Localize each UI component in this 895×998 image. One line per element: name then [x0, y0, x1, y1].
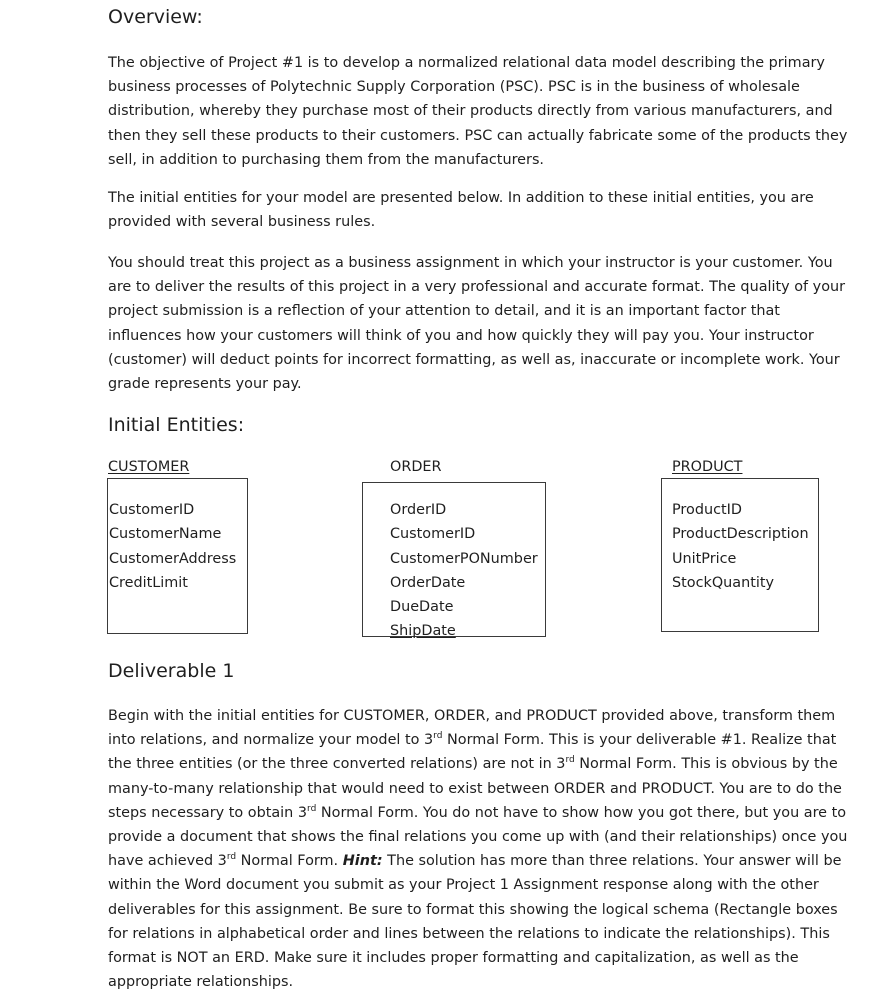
product-attribute-list — [672, 498, 809, 595]
product-attribute: ProductDescription — [672, 526, 809, 543]
order-attribute: CustomerID — [390, 526, 476, 543]
deliverable-1-heading: Deliverable 1 — [108, 660, 235, 682]
overview-paragraph-3: You should treat this project as a business assignment in which your instructor is your customer. You are to deliver the results of this project in a very professional and accurate format. The quality of your project submission is a reflection of your attention to detail, and it is an important factor that influences how your customers will think of you and how quickly they will pay you. Your instructor (customer) will deduct points for incorrect formatting, as well as, inaccurate or incomplete work. Your grade represents your pay. — [108, 255, 846, 393]
deliverable-text: The solution has more than three relations. Your answer will be within the Word document you submit as your Project 1 Assignment response along with the other deliverables for this assignment. Be sure to format this showing the logical schema (Rectangle boxes for relations in alphabetical order and lines between the relations to indicate the relationships). This format is NOT an ERD. Make sure it includes proper formatting and capitalization, as well as the appropriate relationships. — [108, 853, 842, 991]
customer-attribute-list — [109, 498, 236, 595]
customer-attribute: CustomerName — [109, 526, 222, 543]
order-attribute: OrderDate — [390, 574, 466, 591]
hint-label: Hint: — [342, 853, 383, 870]
order-attribute: CustomerPONumber — [390, 550, 538, 567]
overview-paragraph-1: The objective of Project #1 is to develop a normalized relational data model describing the primary business processes of Polytechnic Supply Corporation (PSC). PSC is in the business of wholesale distribution, whereby they purchase most of their products directly from various manufacturers, and then they sell these products to their customers. PSC can actually fabricate some of the products they sell, in addition to purchasing them from the manufacturers. — [108, 55, 848, 168]
ordinal-superscript: rd — [226, 852, 237, 863]
ordinal-superscript: rd — [307, 803, 317, 814]
order-attribute: ShipDate — [390, 623, 456, 640]
product-attribute: ProductID — [672, 502, 742, 518]
deliverable-text: Begin with the initial entities for CUSTOMER, ORDER, and PRODUCT provided above, transform them into relations, and normalize your model to 3 — [108, 708, 836, 749]
customer-attribute: CreditLimit — [109, 574, 188, 591]
order-attribute: DueDate — [390, 599, 454, 616]
overview-paragraph-2: The initial entities for your model are presented below. In addition to these initial entities, you are provided with several business rules. — [108, 190, 814, 231]
deliverable-text: Normal Form. This is your deliverable #1. Realize that the three entities (or the three converted relations) are not in 3 — [108, 732, 837, 773]
product-entity-title: PRODUCT — [672, 459, 743, 475]
product-attribute: StockQuantity — [672, 574, 775, 591]
overview-heading: Overview: — [108, 6, 203, 28]
deliverable-text: Normal Form. This is obvious by the many-to-many relationship that would need to exist between ORDER and PRODUCT. You are to do the steps necessary to obtain 3 — [108, 756, 842, 821]
ordinal-superscript: rd — [565, 755, 575, 766]
deliverable-text: Normal Form. — [236, 853, 343, 870]
order-attribute-list — [390, 498, 538, 644]
customer-attribute: CustomerID — [109, 502, 195, 518]
order-attribute: OrderID — [390, 502, 447, 518]
product-attribute: UnitPrice — [672, 550, 737, 567]
deliverable-text: Normal Form. You do not have to show how you got there, but you are to provide a document that shows the final relations you come up with (and their relationships) once you have achieved 3 — [108, 804, 848, 870]
initial-entities-heading: Initial Entities: — [108, 414, 245, 436]
customer-entity-title: CUSTOMER — [108, 459, 190, 475]
deliverable-1-paragraph — [108, 704, 850, 994]
customer-attribute: CustomerAddress — [109, 550, 237, 567]
ordinal-superscript: rd — [433, 731, 443, 742]
order-entity-title: ORDER — [390, 459, 442, 475]
